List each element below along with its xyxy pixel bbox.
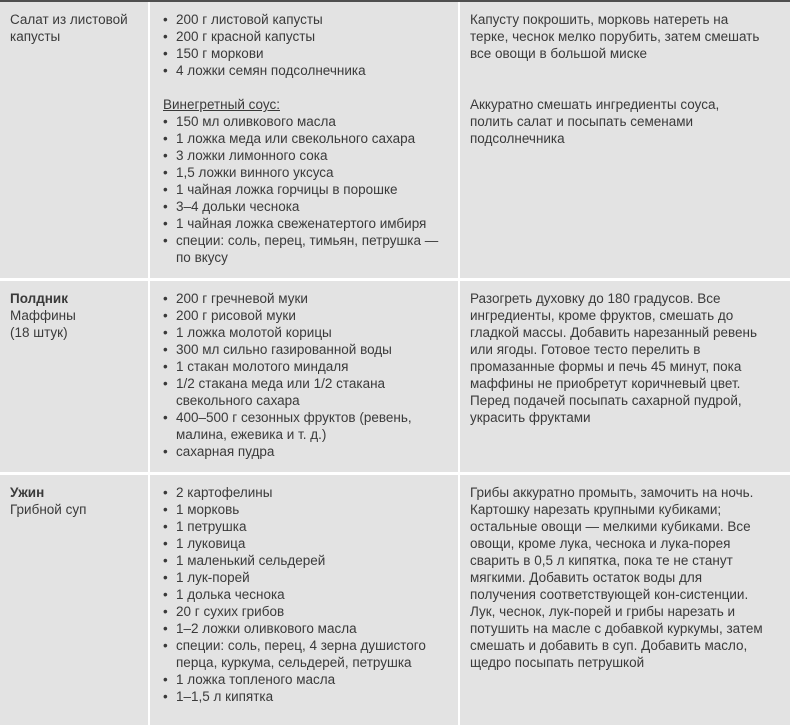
instructions-cell	[460, 281, 790, 472]
ingredient-text: 1–1,5 л кипятка	[176, 689, 274, 704]
dish-title-cell	[0, 2, 148, 278]
bullet-icon: •	[163, 621, 168, 636]
bullet-icon: •	[163, 325, 168, 340]
dish-title-line: Полдник	[10, 291, 68, 306]
bullet-icon: •	[163, 587, 168, 602]
bullet-icon: •	[163, 199, 168, 214]
bullet-icon: •	[163, 342, 168, 357]
ingredient-text: специи: соль, перец, тимьян, петрушка — по вкусу	[176, 233, 439, 265]
ingredient-text: 20 г сухих грибов	[176, 604, 285, 619]
ingredient-text: 3 ложки лимонного сока	[176, 148, 328, 163]
ingredient-item	[163, 603, 452, 620]
ingredient-item	[163, 307, 452, 324]
ingredient-text: 300 мл сильно газированной воды	[176, 342, 392, 357]
dish-title-line: Салат из листовой капусты	[10, 12, 128, 44]
ingredient-item	[163, 358, 452, 375]
ingredient-text: сахарная пудра	[176, 444, 275, 459]
recipe-row	[0, 2, 790, 278]
dish-title-line: Ужин	[10, 485, 45, 500]
ingredient-item	[163, 290, 452, 307]
ingredient-text: 200 г красной капусты	[176, 29, 316, 44]
bullet-icon: •	[163, 519, 168, 534]
ingredient-text: 1 петрушка	[176, 519, 247, 534]
ingredient-item	[163, 45, 452, 62]
bullet-icon: •	[163, 182, 168, 197]
ingredients-cell	[150, 475, 458, 725]
dish-title-line: Маффины	[10, 308, 76, 323]
bullet-icon: •	[163, 359, 168, 374]
ingredient-text: 1 ложка молотой корицы	[176, 325, 332, 340]
ingredient-text: 1 морковь	[176, 502, 240, 517]
bullet-icon: •	[163, 291, 168, 306]
ingredient-text: 1/2 стакана меда или 1/2 стакана свекольного сахара	[176, 376, 386, 408]
bullet-icon: •	[163, 689, 168, 704]
bullet-icon: •	[163, 114, 168, 129]
dish-title-cell	[0, 281, 148, 472]
ingredient-item	[163, 484, 452, 501]
instruction-paragraph: Аккуратно смешать ингредиенты соуса, полить салат и посыпать семенами подсолнечника	[470, 97, 720, 146]
ingredient-item	[163, 181, 452, 198]
ingredient-item	[163, 28, 452, 45]
ingredient-item	[163, 147, 452, 164]
ingredient-text: 1 стакан молотого миндаля	[176, 359, 349, 374]
ingredient-text: 3–4 дольки чеснока	[176, 199, 300, 214]
ingredient-text: 150 г моркови	[176, 46, 264, 61]
dish-title-cell	[0, 475, 148, 725]
ingredient-text: специи: соль, перец, 4 зерна душистого перца, куркума, сельдерей, петрушка	[176, 638, 426, 670]
bullet-icon: •	[163, 410, 168, 425]
bullet-icon: •	[163, 29, 168, 44]
bullet-icon: •	[163, 553, 168, 568]
instruction-paragraph: Капусту покрошить, морковь натереть на терке, чеснок мелко порубить, затем смешать все овощи в большой миске	[470, 12, 760, 61]
ingredient-item	[163, 535, 452, 552]
ingredient-item	[163, 688, 452, 705]
bullet-icon: •	[163, 536, 168, 551]
ingredient-text: 150 мл оливкового масла	[176, 114, 336, 129]
ingredient-item	[163, 324, 452, 341]
bullet-icon: •	[163, 308, 168, 323]
ingredient-item	[163, 409, 452, 443]
ingredient-text: 1 ложка топленого масла	[176, 672, 336, 687]
bullet-icon: •	[163, 46, 168, 61]
ingredient-item	[163, 671, 452, 688]
dish-title-line: Грибной суп	[10, 502, 87, 517]
bullet-icon: •	[163, 165, 168, 180]
ingredient-text: 1 чайная ложка горчицы в порошке	[176, 182, 398, 197]
ingredient-text: 1 луковица	[176, 536, 246, 551]
bullet-icon: •	[163, 12, 168, 27]
bullet-icon: •	[163, 570, 168, 585]
bullet-icon: •	[163, 672, 168, 687]
instruction-paragraph: Грибы аккуратно промыть, замочить на ночь. Картошку нарезать крупными кубиками; остальные овощи — мелкими кубиками. Все овощи, кроме лука, чеснока и лука-порея сварить в 0,5 л кипятка, пока те не станут мягкими. Добавить остаток воды для получения соответствующей кон-систенции. Лук, чеснок, лук-порей и грибы нарезать и потушить на масле с добавкой куркумы, затем смешать и добавить в суп. Добавить масло, щедро посыпать петрушкой	[470, 485, 763, 670]
ingredient-item	[163, 443, 452, 460]
bullet-icon: •	[163, 444, 168, 459]
ingredient-item	[163, 11, 452, 28]
ingredient-text: 1 лук-порей	[176, 570, 250, 585]
bullet-icon: •	[163, 216, 168, 231]
bullet-icon: •	[163, 502, 168, 517]
ingredient-text: 1 чайная ложка свеженатертого имбиря	[176, 216, 427, 231]
ingredient-item	[163, 198, 452, 215]
bullet-icon: •	[163, 131, 168, 146]
ingredient-text: 400–500 г сезонных фруктов (ревень, малина, ежевика и т. д.)	[176, 410, 412, 442]
dish-title-line: (18 штук)	[10, 325, 68, 340]
ingredient-item	[163, 375, 452, 409]
ingredient-item	[163, 113, 452, 130]
ingredient-item	[163, 501, 452, 518]
ingredient-text: 1 ложка меда или свекольного сахара	[176, 131, 416, 146]
bullet-icon: •	[163, 233, 168, 248]
bullet-icon: •	[163, 638, 168, 653]
ingredient-item	[163, 637, 452, 671]
ingredients-cell	[150, 2, 458, 278]
instructions-cell	[460, 475, 790, 725]
ingredient-text: 200 г гречневой муки	[176, 291, 308, 306]
bullet-icon: •	[163, 485, 168, 500]
ingredient-item	[163, 164, 452, 181]
ingredient-item	[163, 232, 452, 266]
ingredient-text: 1 долька чеснока	[176, 587, 285, 602]
recipe-row	[0, 475, 790, 725]
ingredient-text: 200 г листовой капусты	[176, 12, 323, 27]
ingredient-item	[163, 215, 452, 232]
bullet-icon: •	[163, 376, 168, 391]
ingredient-spacer	[163, 79, 452, 96]
ingredient-item	[163, 518, 452, 535]
ingredient-text: 1–2 ложки оливкового масла	[176, 621, 357, 636]
ingredient-item	[163, 586, 452, 603]
ingredient-group-heading: Винегретный соус:	[163, 97, 280, 112]
bullet-icon: •	[163, 63, 168, 78]
bullet-icon: •	[163, 148, 168, 163]
ingredient-item	[163, 130, 452, 147]
ingredient-text: 1 маленький сельдерей	[176, 553, 326, 568]
ingredient-text: 1,5 ложки винного уксуса	[176, 165, 334, 180]
instructions-cell	[460, 2, 790, 278]
ingredient-text: 4 ложки семян подсолнечника	[176, 63, 366, 78]
ingredient-item	[163, 341, 452, 358]
ingredient-text: 2 картофелины	[176, 485, 273, 500]
bullet-icon: •	[163, 604, 168, 619]
ingredient-item	[163, 62, 452, 79]
recipe-row	[0, 281, 790, 472]
ingredient-item	[163, 552, 452, 569]
ingredients-cell	[150, 281, 458, 472]
instruction-paragraph: Разогреть духовку до 180 градусов. Все ингредиенты, кроме фруктов, смешать до гладкой массы. Добавить нарезанный ревень или ягоды. Готовое тесто перелить в промазанные формы и печь 45 минут, пока маффины не приобретут коричневый цвет. Перед подачей посыпать сахарной пудрой, украсить фруктами	[470, 291, 757, 425]
ingredient-item	[163, 569, 452, 586]
ingredient-item	[163, 620, 452, 637]
ingredient-text: 200 г рисовой муки	[176, 308, 296, 323]
